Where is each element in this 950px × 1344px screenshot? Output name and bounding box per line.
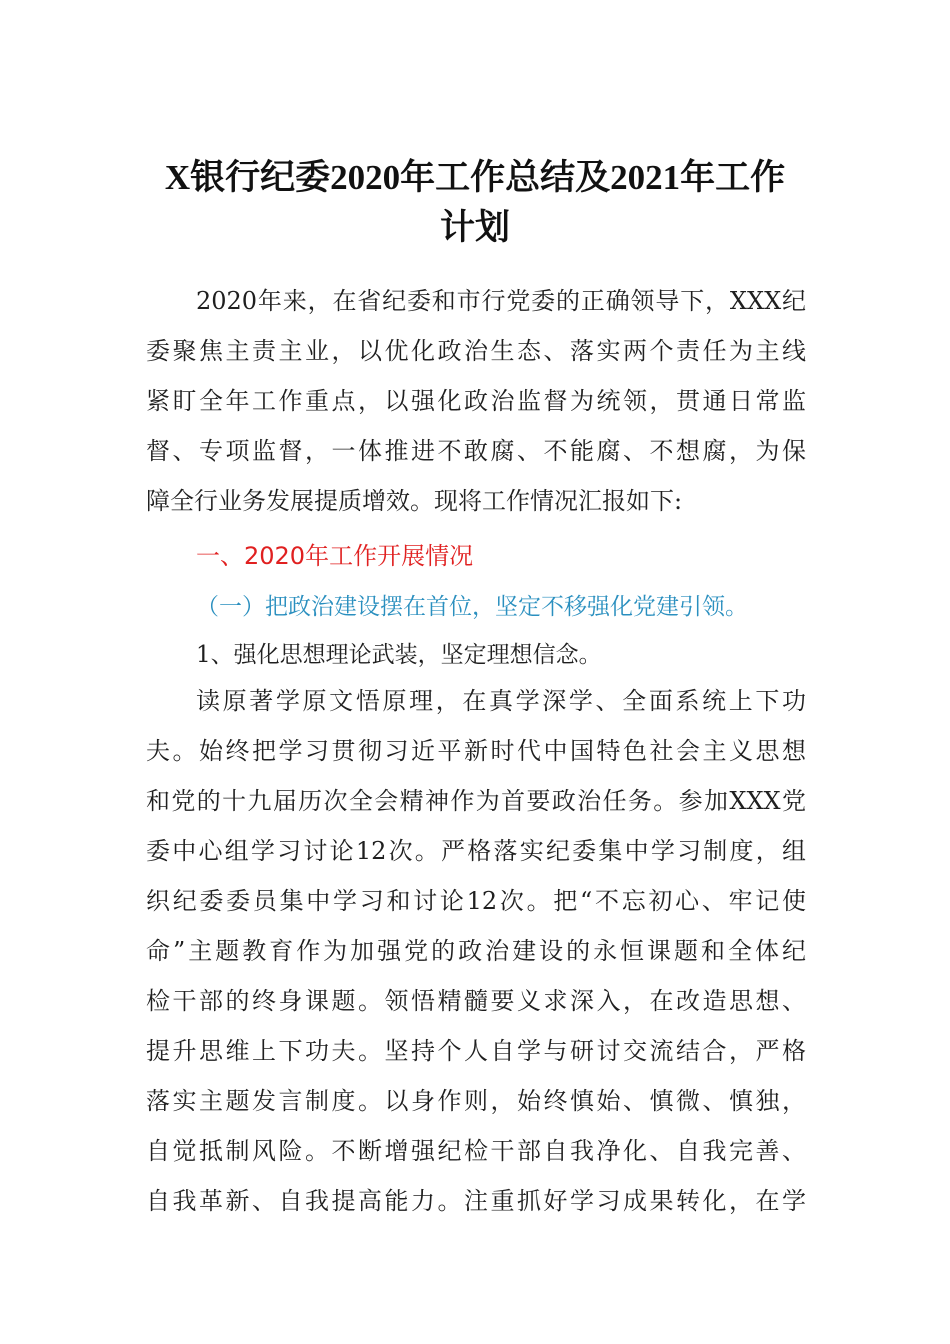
body-line: 织纪委委员集中学习和讨论12次。把“不忘初心、牢记使 (146, 887, 806, 915)
intro-line: 督、专项监督，一体推进不敢腐、不能腐、不想腐，为保 (146, 437, 806, 465)
body-line: 命”主题教育作为加强党的政治建设的永恒课题和全体纪 (146, 937, 806, 965)
body-line: 自觉抵制风险。不断增强纪检干部自我净化、自我完善、 (146, 1137, 806, 1165)
intro-line: 障全行业务发展提质增效。现将工作情况汇报如下: (146, 487, 683, 515)
body-line: 委中心组学习讨论12次。严格落实纪委集中学习制度，组 (146, 837, 806, 865)
intro-line: 2020年来，在省纪委和市行党委的正确领导下，XXX纪 (196, 287, 806, 315)
body-line: 夫。始终把学习贯彻习近平新时代中国特色社会主义思想 (146, 737, 806, 765)
body-line: 检干部的终身课题。领悟精髓要义求深入，在改造思想、 (146, 987, 806, 1015)
document-title-line-1: X银行纪委2020年工作总结及2021年工作 (164, 158, 786, 197)
intro-line: 委聚焦主责主业，以优化政治生态、落实两个责任为主线 (146, 337, 806, 365)
intro-line: 紧盯全年工作重点，以强化政治监督为统领，贯通日常监 (146, 387, 806, 415)
body-line: 落实主题发言制度。以身作则，始终慎始、慎微、慎独， (146, 1087, 806, 1115)
body-line: 读原著学原文悟原理，在真学深学、全面系统上下功 (196, 687, 806, 715)
body-line: 自我革新、自我提高能力。注重抓好学习成果转化，在学 (146, 1187, 806, 1215)
section-heading: 一、2020年工作开展情况 (196, 542, 474, 570)
subsection-heading: （一）把政治建设摆在首位，坚定不移强化党建引领。 (196, 594, 748, 620)
body-line: 提升思维上下功夫。坚持个人自学与研讨交流结合，严格 (146, 1037, 806, 1065)
document-title-line-2: 计划 (439, 208, 510, 247)
body-line: 和党的十九届历次全会精神作为首要政治任务。参加XXX党 (146, 787, 806, 815)
item-heading: 1、强化思想理论武装，坚定理想信念。 (196, 642, 602, 668)
